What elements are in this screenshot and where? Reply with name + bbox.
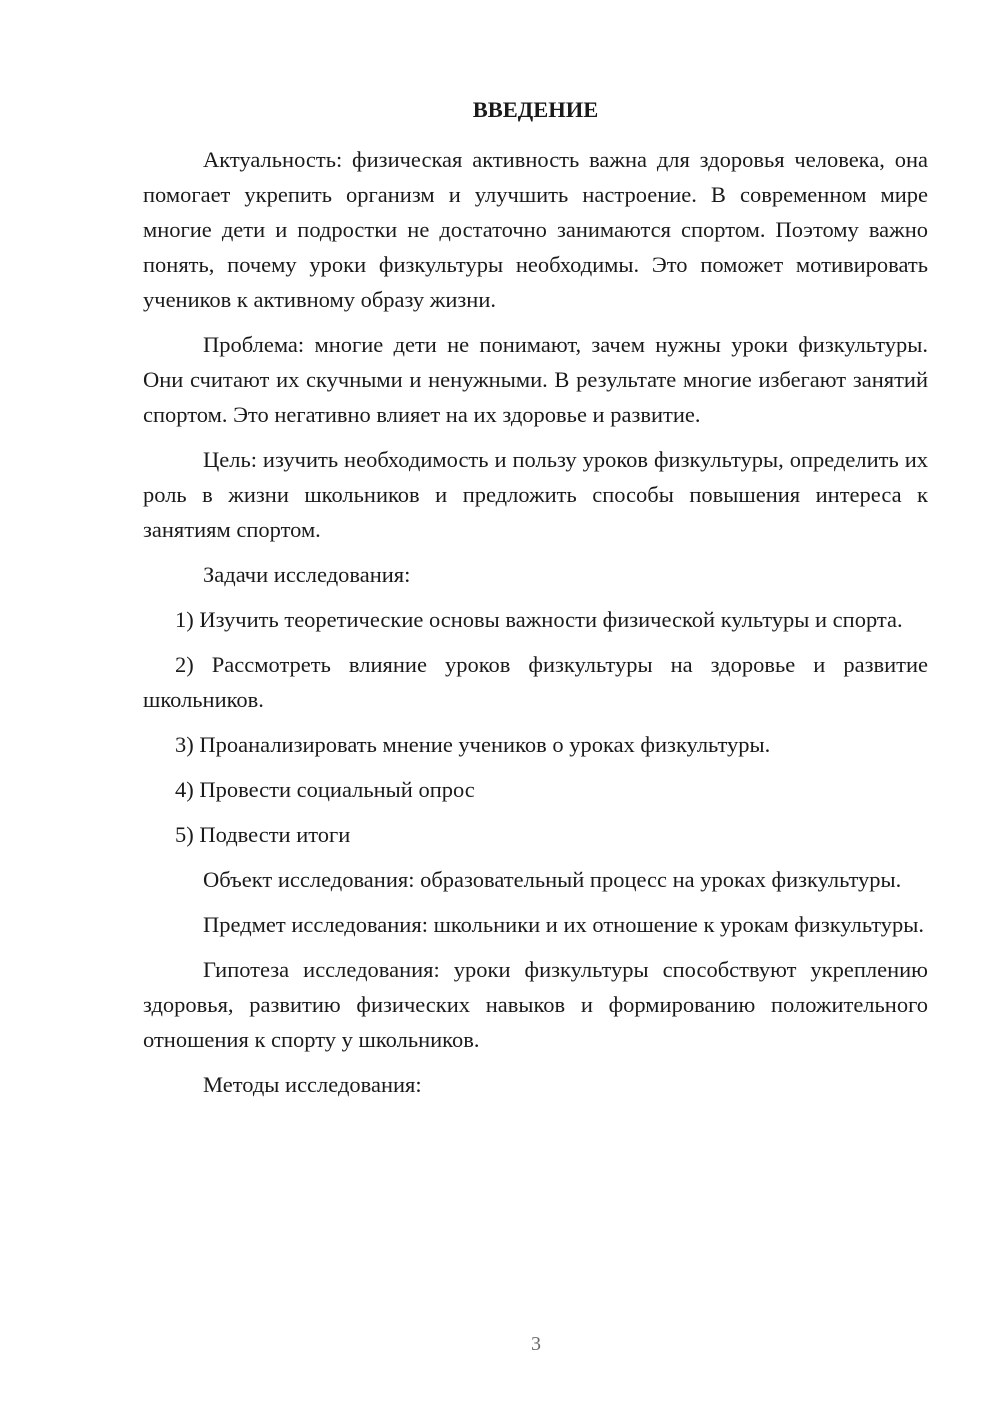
task-item-2: 2) Рассмотреть влияние уроков физкультуры на здоровье и развитие школьников. [143,652,928,712]
section-title: ВВЕДЕНИЕ [472,97,599,122]
page-number: 3 [531,1333,541,1355]
task-item-4: 4) Провести социальный опрос [175,777,475,802]
document-page [143,88,928,1112]
paragraph-relevance: Актуальность: физическая активность важна для здоровья человека, она помогает укрепить организм и улучшить настроение. В современном мире многие дети и подростки не достаточно занимаются спортом. Поэтому важно понять, почему уроки физкультуры необходимы. Это поможет мотивировать учеников к активному образу жизни. [143,147,928,312]
paragraph-problem: Проблема: многие дети не понимают, зачем нужны уроки физкультуры. Они считают их скучными и ненужными. В результате многие избегают занятий спортом. Это негативно влияет на их здоровье и развитие. [143,332,928,427]
paragraph-subject: Предмет исследования: школьники и их отношение к урокам физкультуры. [203,912,925,937]
tasks-heading: Задачи исследования: [203,562,411,587]
paragraph-hypothesis: Гипотеза исследования: уроки физкультуры способствуют укреплению здоровья, развитию физических навыков и формированию положительного отношения к спорту у школьников. [143,957,928,1052]
paragraph-object: Объект исследования: образовательный процесс на уроках физкультуры. [203,867,902,892]
task-item-5: 5) Подвести итоги [175,822,351,847]
methods-heading: Методы исследования: [203,1072,422,1097]
paragraph-goal: Цель: изучить необходимость и пользу уроков физкультуры, определить их роль в жизни школьников и предложить способы повышения интереса к занятиям спортом. [143,447,928,542]
task-item-1: 1) Изучить теоретические основы важности физической культуры и спорта. [175,607,903,632]
task-item-3: 3) Проанализировать мнение учеников о уроках физкультуры. [175,732,771,757]
